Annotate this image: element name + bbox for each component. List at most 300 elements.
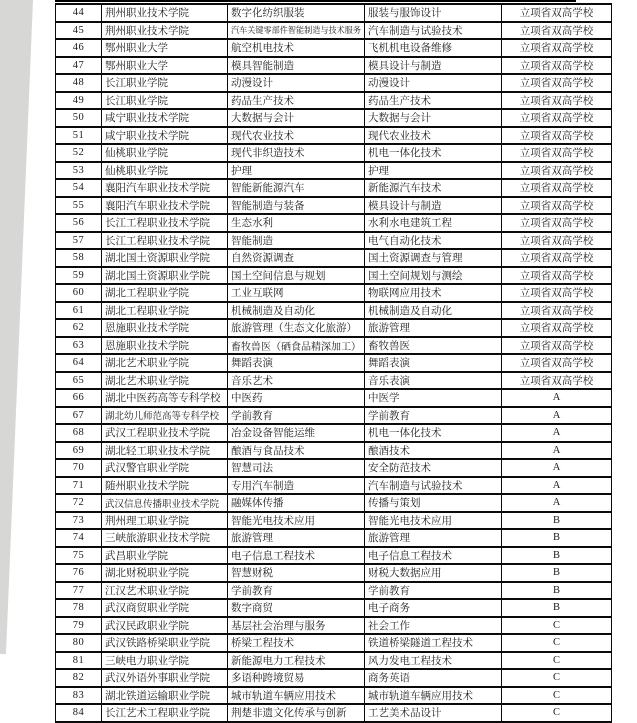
program-group-name bbox=[228, 634, 365, 652]
school-name bbox=[102, 564, 228, 582]
rating-level bbox=[502, 179, 612, 197]
school-name bbox=[102, 529, 228, 547]
school-name-text: 仙桃职业学院 bbox=[105, 165, 168, 177]
row-number bbox=[56, 232, 102, 250]
school-name bbox=[102, 109, 228, 127]
core-major-name-text: 社会工作 bbox=[368, 620, 410, 632]
table-row bbox=[56, 704, 612, 722]
school-name bbox=[102, 179, 228, 197]
core-major-name-text: 工艺美术品设计 bbox=[368, 708, 442, 720]
scan-edge-artifact bbox=[0, 0, 40, 654]
rating-level-text: 立项省双高学校 bbox=[519, 8, 594, 20]
rating-level bbox=[502, 669, 612, 687]
school-name-text: 湖北工程职业学院 bbox=[105, 305, 189, 317]
program-group-name bbox=[228, 4, 365, 22]
table-row bbox=[56, 144, 612, 162]
row-number-text: 69 bbox=[72, 444, 85, 456]
program-group-name bbox=[228, 669, 365, 687]
rating-level bbox=[502, 39, 612, 57]
program-group-name-text: 新能源电力工程技术 bbox=[231, 655, 326, 667]
school-name-text: 咸宁职业技术学院 bbox=[105, 113, 189, 125]
core-major-name-text: 模具设计与制造 bbox=[368, 200, 442, 212]
program-group-name-text: 荆楚非遗文化传承与创新 bbox=[231, 708, 347, 720]
row-number bbox=[56, 179, 102, 197]
program-group-name-text: 护理 bbox=[231, 165, 252, 177]
rating-level bbox=[502, 459, 612, 477]
previous-row-cut-border bbox=[55, 0, 576, 2]
rating-level bbox=[502, 354, 612, 372]
rating-level bbox=[502, 267, 612, 285]
school-name bbox=[102, 669, 228, 687]
row-number bbox=[56, 267, 102, 285]
table-row bbox=[56, 92, 612, 110]
rating-level bbox=[502, 249, 612, 267]
school-name-text: 武汉铁路桥梁职业学院 bbox=[105, 638, 210, 650]
school-name bbox=[102, 337, 228, 355]
program-group-name bbox=[228, 284, 365, 302]
row-number bbox=[56, 144, 102, 162]
core-major-name bbox=[365, 459, 502, 477]
core-major-name-text: 动漫设计 bbox=[368, 78, 410, 90]
row-number bbox=[56, 704, 102, 722]
rating-level-text: 立项省双高学校 bbox=[519, 183, 594, 195]
row-number bbox=[56, 599, 102, 617]
school-name-text: 湖北艺术职业学院 bbox=[105, 358, 189, 370]
row-number-text: 49 bbox=[72, 94, 85, 106]
program-group-name-text: 中医药 bbox=[231, 393, 263, 405]
rating-level-text: A bbox=[552, 462, 561, 474]
program-group-name bbox=[228, 459, 365, 477]
program-group-name bbox=[228, 249, 365, 267]
program-group-name-text: 机械制造及自动化 bbox=[231, 305, 315, 317]
school-name bbox=[102, 512, 228, 530]
row-number bbox=[56, 284, 102, 302]
program-group-name bbox=[228, 372, 365, 390]
core-major-name-text: 服装与服饰设计 bbox=[368, 8, 442, 20]
core-major-name bbox=[365, 109, 502, 127]
row-number-text: 63 bbox=[72, 339, 85, 351]
rating-level bbox=[502, 617, 612, 635]
rating-level-text: A bbox=[552, 409, 561, 421]
school-name-text: 湖北国土资源职业学院 bbox=[105, 270, 210, 282]
core-major-name bbox=[365, 704, 502, 722]
core-major-name-text: 商务英语 bbox=[368, 673, 410, 685]
school-name-text: 襄阳汽车职业技术学院 bbox=[105, 183, 210, 195]
program-group-name bbox=[228, 302, 365, 320]
rating-level bbox=[502, 407, 612, 425]
table-row bbox=[56, 599, 612, 617]
school-name bbox=[102, 634, 228, 652]
row-number bbox=[56, 127, 102, 145]
row-number-text: 46 bbox=[72, 42, 85, 54]
program-group-name-text: 大数据与会计 bbox=[231, 113, 294, 125]
rating-level-text: 立项省双高学校 bbox=[519, 305, 594, 317]
table-row bbox=[56, 582, 612, 600]
table-row bbox=[56, 407, 612, 425]
school-name bbox=[102, 424, 228, 442]
table-row bbox=[56, 109, 612, 127]
core-major-name-text: 风力发电工程技术 bbox=[368, 655, 452, 667]
core-major-name bbox=[365, 57, 502, 75]
table-row bbox=[56, 459, 612, 477]
table-row bbox=[56, 652, 612, 670]
rating-level-text: 立项省双高学校 bbox=[519, 60, 594, 72]
row-number-text: 62 bbox=[72, 322, 85, 334]
table-row bbox=[56, 424, 612, 442]
core-major-name bbox=[365, 372, 502, 390]
core-major-name bbox=[365, 127, 502, 145]
program-group-name bbox=[228, 319, 365, 337]
program-group-name-text: 旅游管理（生态文化旅游） bbox=[231, 323, 357, 335]
school-name bbox=[102, 4, 228, 22]
core-major-name-text: 旅游管理 bbox=[368, 533, 410, 545]
program-group-name-text: 畜牧兽医（硒食品精深加工） bbox=[231, 341, 361, 353]
school-name-text: 襄阳汽车职业技术学院 bbox=[105, 200, 210, 212]
school-name bbox=[102, 389, 228, 407]
rating-level-text: A bbox=[552, 427, 561, 439]
school-name-text: 湖北财税职业学院 bbox=[105, 568, 189, 580]
table-row bbox=[56, 564, 612, 582]
rating-level bbox=[502, 477, 612, 495]
table-row bbox=[56, 22, 612, 40]
school-name-text: 湖北国土资源职业学院 bbox=[105, 253, 210, 265]
school-name bbox=[102, 232, 228, 250]
school-name bbox=[102, 442, 228, 460]
core-major-name bbox=[365, 249, 502, 267]
rating-level-text: A bbox=[552, 497, 561, 509]
program-group-name bbox=[228, 22, 365, 40]
row-number-text: 71 bbox=[72, 479, 85, 491]
row-number-text: 57 bbox=[72, 234, 85, 246]
program-group-name bbox=[228, 162, 365, 180]
rating-level-text: 立项省双高学校 bbox=[519, 165, 594, 177]
program-group-name-text: 智能光电技术应用 bbox=[231, 515, 315, 527]
program-group-name-text: 城市轨道车辆应用技术 bbox=[231, 690, 336, 702]
rating-level-text: B bbox=[552, 584, 560, 596]
rating-level bbox=[502, 92, 612, 110]
rating-level-text: C bbox=[552, 672, 560, 684]
core-major-name bbox=[365, 302, 502, 320]
rating-level bbox=[502, 547, 612, 565]
program-group-name-text: 智能制造与装备 bbox=[231, 200, 305, 212]
row-number bbox=[56, 634, 102, 652]
school-name-text: 三峡电力职业学院 bbox=[105, 655, 189, 667]
row-number bbox=[56, 617, 102, 635]
school-name-text: 湖北铁道运输职业学院 bbox=[105, 690, 210, 702]
row-number-text: 54 bbox=[72, 182, 85, 194]
table-row bbox=[56, 4, 612, 22]
core-major-name bbox=[365, 144, 502, 162]
school-name-text: 武汉商贸职业学院 bbox=[105, 603, 189, 615]
row-number bbox=[56, 652, 102, 670]
school-name bbox=[102, 284, 228, 302]
program-group-name-text: 智慧财税 bbox=[231, 568, 273, 580]
program-group-name bbox=[228, 424, 365, 442]
table-row bbox=[56, 687, 612, 705]
program-group-name-text: 学前教育 bbox=[231, 410, 273, 422]
rating-level-text: 立项省双高学校 bbox=[519, 43, 594, 55]
program-group-name-text: 学前教育 bbox=[231, 585, 273, 597]
row-number bbox=[56, 354, 102, 372]
program-group-name bbox=[228, 652, 365, 670]
program-group-name-text: 专用汽车制造 bbox=[231, 480, 294, 492]
rating-level bbox=[502, 57, 612, 75]
school-name bbox=[102, 197, 228, 215]
row-number-text: 75 bbox=[72, 549, 85, 561]
program-group-name-text: 电子信息工程技术 bbox=[231, 550, 315, 562]
school-name-text: 鄂州职业大学 bbox=[105, 60, 168, 72]
program-group-name-text: 冶金设备智能运维 bbox=[231, 428, 315, 440]
program-group-name bbox=[228, 442, 365, 460]
program-group-name bbox=[228, 109, 365, 127]
rating-level-text: 立项省双高学校 bbox=[519, 95, 594, 107]
program-group-name-text: 现代农业技术 bbox=[231, 130, 294, 142]
row-number bbox=[56, 372, 102, 390]
rating-level-text: C bbox=[552, 689, 560, 701]
school-name bbox=[102, 372, 228, 390]
rating-level-text: 立项省双高学校 bbox=[519, 288, 594, 300]
rating-level-text: B bbox=[552, 514, 560, 526]
program-group-name-text: 航空机电技术 bbox=[231, 43, 294, 55]
core-major-name-text: 电气自动化技术 bbox=[368, 235, 442, 247]
school-name bbox=[102, 617, 228, 635]
rating-level-text: A bbox=[552, 479, 561, 491]
row-number-text: 45 bbox=[72, 24, 85, 36]
core-major-name-text: 药品生产技术 bbox=[368, 95, 431, 107]
row-number bbox=[56, 337, 102, 355]
core-major-name bbox=[365, 22, 502, 40]
core-major-name-text: 铁道桥梁隧道工程技术 bbox=[368, 638, 473, 650]
core-major-name-text: 汽车制造与试验技术 bbox=[368, 25, 463, 37]
core-major-name-text: 现代农业技术 bbox=[368, 130, 431, 142]
school-name-text: 鄂州职业大学 bbox=[105, 43, 168, 55]
core-major-name-text: 模具设计与制造 bbox=[368, 60, 442, 72]
rating-level-text: 立项省双高学校 bbox=[519, 323, 594, 335]
school-name-text: 荆州职业技术学院 bbox=[105, 25, 189, 37]
school-name-text: 武汉工程职业技术学院 bbox=[105, 428, 210, 440]
core-major-name-text: 安全防范技术 bbox=[368, 463, 431, 475]
row-number bbox=[56, 57, 102, 75]
row-number-text: 82 bbox=[72, 672, 85, 684]
row-number-text: 64 bbox=[72, 357, 85, 369]
program-group-name bbox=[228, 704, 365, 722]
rating-level-text: B bbox=[552, 532, 560, 544]
core-major-name bbox=[365, 652, 502, 670]
school-name bbox=[102, 39, 228, 57]
table-row bbox=[56, 267, 612, 285]
core-major-name-text: 机电一体化技术 bbox=[368, 428, 442, 440]
row-number bbox=[56, 477, 102, 495]
table-row bbox=[56, 512, 612, 530]
row-number-text: 65 bbox=[72, 374, 85, 386]
school-name-text: 武汉外语外事职业学院 bbox=[105, 673, 210, 685]
rating-level-text: B bbox=[552, 549, 560, 561]
core-major-name-text: 物联网应用技术 bbox=[368, 288, 442, 300]
core-major-name-text: 旅游管理 bbox=[368, 323, 410, 335]
rating-level bbox=[502, 127, 612, 145]
table-row bbox=[56, 372, 612, 390]
rating-level bbox=[502, 109, 612, 127]
school-name bbox=[102, 92, 228, 110]
school-name-text: 湖北轻工职业技术学院 bbox=[105, 445, 210, 457]
table-row bbox=[56, 162, 612, 180]
rating-level-text: A bbox=[552, 392, 561, 404]
rating-level-text: A bbox=[552, 444, 561, 456]
row-number bbox=[56, 529, 102, 547]
program-group-name bbox=[228, 547, 365, 565]
program-group-name bbox=[228, 57, 365, 75]
row-number-text: 74 bbox=[72, 532, 85, 544]
row-number-text: 51 bbox=[72, 129, 85, 141]
core-major-name-text: 智能光电技术应用 bbox=[368, 515, 452, 527]
row-number bbox=[56, 494, 102, 512]
school-name bbox=[102, 407, 228, 425]
program-group-name-text: 智能制造 bbox=[231, 235, 273, 247]
core-major-name-text: 酿酒技术 bbox=[368, 445, 410, 457]
table-row bbox=[56, 529, 612, 547]
row-number bbox=[56, 389, 102, 407]
program-group-name-text: 药品生产技术 bbox=[231, 95, 294, 107]
core-major-name bbox=[365, 442, 502, 460]
rating-level bbox=[502, 389, 612, 407]
rating-level-text: 立项省双高学校 bbox=[519, 375, 594, 387]
program-group-name bbox=[228, 267, 365, 285]
program-group-name bbox=[228, 617, 365, 635]
table-body bbox=[56, 4, 612, 722]
core-major-name-text: 机械制造及自动化 bbox=[368, 305, 452, 317]
program-group-name-text: 现代非织造技术 bbox=[231, 148, 305, 160]
core-major-name bbox=[365, 494, 502, 512]
table-row bbox=[56, 284, 612, 302]
rating-level-text: 立项省双高学校 bbox=[519, 270, 594, 282]
row-number bbox=[56, 564, 102, 582]
rating-level-text: 立项省双高学校 bbox=[519, 148, 594, 160]
school-name-text: 随州职业技术学院 bbox=[105, 480, 189, 492]
school-name bbox=[102, 477, 228, 495]
rating-level-text: C bbox=[552, 637, 560, 649]
core-major-name bbox=[365, 179, 502, 197]
program-group-name-text: 酿酒与食品技术 bbox=[231, 445, 305, 457]
table-row bbox=[56, 179, 612, 197]
rating-level-text: B bbox=[552, 567, 560, 579]
row-number bbox=[56, 74, 102, 92]
core-major-name bbox=[365, 477, 502, 495]
rating-level bbox=[502, 232, 612, 250]
rating-level bbox=[502, 197, 612, 215]
program-group-name bbox=[228, 687, 365, 705]
school-name bbox=[102, 267, 228, 285]
rating-level bbox=[502, 529, 612, 547]
school-name bbox=[102, 494, 228, 512]
rating-level-text: 立项省双高学校 bbox=[519, 340, 594, 352]
core-major-name bbox=[365, 389, 502, 407]
school-name-text: 荆州理工职业学院 bbox=[105, 515, 189, 527]
table-row bbox=[56, 442, 612, 460]
rating-level-text: C bbox=[552, 707, 560, 719]
table-row bbox=[56, 494, 612, 512]
core-major-name bbox=[365, 547, 502, 565]
program-group-name bbox=[228, 512, 365, 530]
core-major-name bbox=[365, 564, 502, 582]
rating-level-text: 立项省双高学校 bbox=[519, 200, 594, 212]
school-name bbox=[102, 319, 228, 337]
program-group-name-text: 模具智能制造 bbox=[231, 60, 294, 72]
table-row bbox=[56, 232, 612, 250]
rating-level-text: 立项省双高学校 bbox=[519, 235, 594, 247]
core-major-name-text: 汽车制造与试验技术 bbox=[368, 480, 463, 492]
row-number-text: 80 bbox=[72, 637, 85, 649]
program-group-name-text: 动漫设计 bbox=[231, 78, 273, 90]
row-number-text: 47 bbox=[72, 59, 85, 71]
school-name bbox=[102, 22, 228, 40]
core-major-name-text: 国土空间规划与测绘 bbox=[368, 270, 463, 282]
core-major-name bbox=[365, 232, 502, 250]
table-row bbox=[56, 477, 612, 495]
program-group-name bbox=[228, 337, 365, 355]
row-number bbox=[56, 319, 102, 337]
program-group-name bbox=[228, 407, 365, 425]
row-number bbox=[56, 512, 102, 530]
school-name bbox=[102, 57, 228, 75]
rating-level bbox=[502, 74, 612, 92]
core-major-name bbox=[365, 4, 502, 22]
row-number bbox=[56, 249, 102, 267]
row-number-text: 58 bbox=[72, 252, 85, 264]
row-number-text: 77 bbox=[72, 584, 85, 596]
table-row bbox=[56, 214, 612, 232]
row-number bbox=[56, 459, 102, 477]
program-group-name bbox=[228, 214, 365, 232]
rating-level bbox=[502, 512, 612, 530]
program-group-name bbox=[228, 389, 365, 407]
program-group-name-text: 工业互联网 bbox=[231, 288, 284, 300]
core-major-name bbox=[365, 617, 502, 635]
core-major-name bbox=[365, 319, 502, 337]
rating-level bbox=[502, 302, 612, 320]
program-group-name-text: 舞蹈表演 bbox=[231, 358, 273, 370]
row-number bbox=[56, 669, 102, 687]
row-number-text: 72 bbox=[72, 497, 85, 509]
rating-level-text: 立项省双高学校 bbox=[519, 253, 594, 265]
core-major-name-text: 机电一体化技术 bbox=[368, 148, 442, 160]
row-number bbox=[56, 39, 102, 57]
school-name-text: 长江职业学院 bbox=[105, 95, 168, 107]
row-number-text: 52 bbox=[72, 147, 85, 159]
table-row bbox=[56, 547, 612, 565]
row-number bbox=[56, 407, 102, 425]
table-row bbox=[56, 634, 612, 652]
row-number-text: 70 bbox=[72, 462, 85, 474]
program-group-name-text: 桥梁工程技术 bbox=[231, 638, 294, 650]
rating-level bbox=[502, 634, 612, 652]
program-group-name bbox=[228, 179, 365, 197]
school-name bbox=[102, 652, 228, 670]
table-row bbox=[56, 302, 612, 320]
row-number bbox=[56, 109, 102, 127]
rating-level-text: 立项省双高学校 bbox=[519, 25, 594, 37]
program-group-name-text: 汽车关键零部件智能制造与技术服务 bbox=[231, 25, 362, 36]
core-major-name bbox=[365, 92, 502, 110]
core-major-name-text: 电子商务 bbox=[368, 603, 410, 615]
core-major-name bbox=[365, 407, 502, 425]
row-number bbox=[56, 162, 102, 180]
row-number-text: 66 bbox=[72, 392, 85, 404]
school-name-text: 湖北艺术职业学院 bbox=[105, 375, 189, 387]
rating-level bbox=[502, 284, 612, 302]
row-number-text: 59 bbox=[72, 269, 85, 281]
table-row bbox=[56, 354, 612, 372]
school-name-text: 咸宁职业技术学院 bbox=[105, 130, 189, 142]
